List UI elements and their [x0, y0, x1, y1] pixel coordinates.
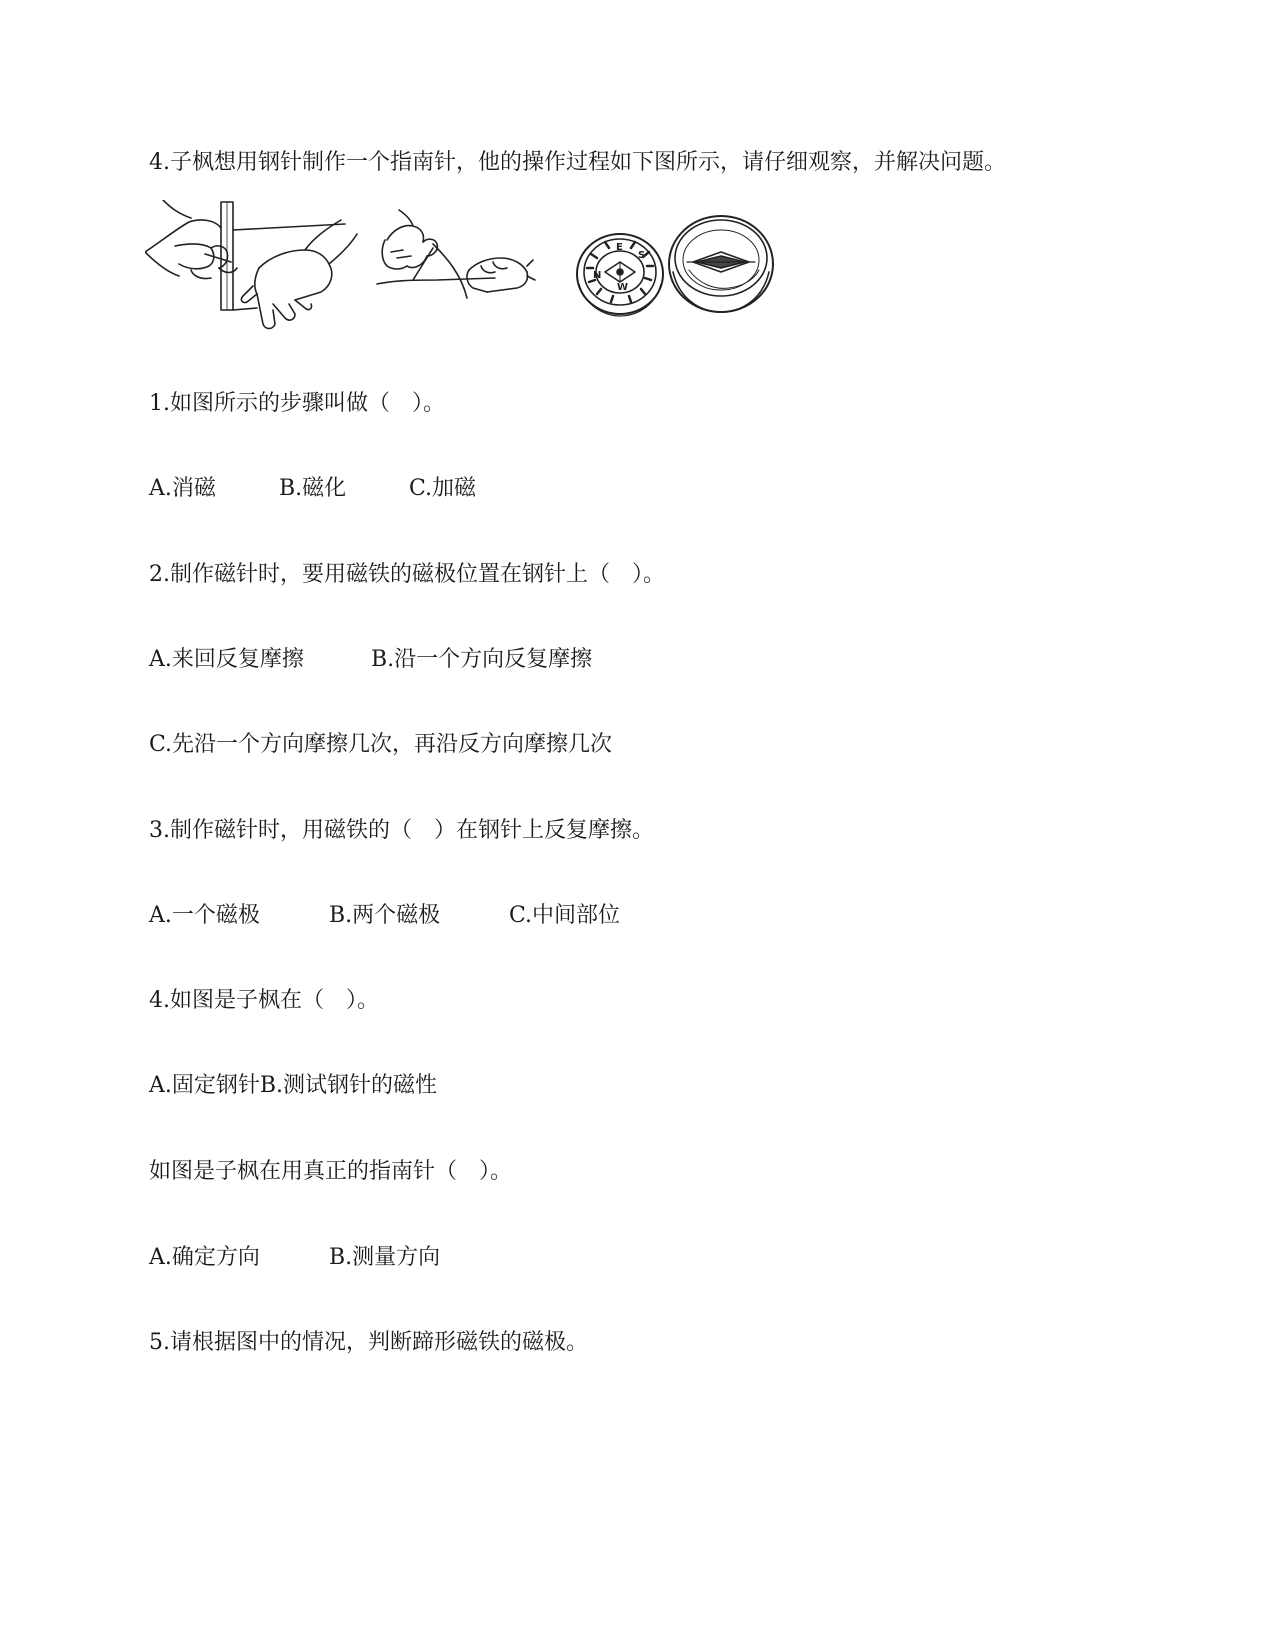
compass-letter-w: W [617, 282, 629, 293]
q2-option-a: A.来回反复摩擦 [149, 647, 304, 672]
q3-option-b: B.两个磁极 [329, 903, 441, 928]
q2-options [149, 645, 592, 675]
compass-letter-e: E [616, 242, 623, 253]
q1-option-b: B.磁化 [279, 476, 347, 501]
q4-stem: 4.如图是子枫在（ ）。 [149, 988, 379, 1013]
compass-letter-s: S [638, 250, 646, 261]
question-title: 4.子枫想用钢针制作一个指南针，他的操作过程如下图所示，请仔细观察，并解决问题。 [149, 150, 1006, 175]
rubbing-hands-drawing [145, 200, 357, 329]
q2-option-c: C.先沿一个方向摩擦几次，再沿反方向摩擦几次 [149, 732, 613, 757]
hands-holding-needle-drawing [377, 210, 535, 298]
q4b-options [149, 1243, 440, 1273]
q3-option-a: A.一个磁极 [149, 903, 260, 928]
q2-option-b: B.沿一个方向反复摩擦 [371, 647, 593, 672]
q3-option-c: C.中间部位 [509, 903, 621, 928]
experiment-figure [145, 200, 825, 340]
q1-stem: 1.如图所示的步骤叫做（ ）。 [149, 391, 445, 416]
q3-options [149, 901, 620, 931]
q4b-option-a: A.确定方向 [149, 1245, 260, 1270]
q1-option-a: A.消磁 [149, 476, 216, 501]
q1-options [149, 474, 476, 504]
compass-letter-n: N [593, 270, 602, 281]
q2-stem: 2.制作磁针时，要用磁铁的磁极位置在钢针上（ ）。 [149, 562, 665, 587]
q3-stem: 3.制作磁针时，用磁铁的（ ）在钢针上反复摩擦。 [149, 818, 654, 843]
q4-options: A.固定钢针B.测试钢针的磁性 [149, 1073, 438, 1098]
q1-option-c: C.加磁 [409, 476, 477, 501]
q4b-stem: 如图是子枫在用真正的指南针（ ）。 [149, 1159, 513, 1184]
floating-needle-dish-drawing [669, 216, 773, 312]
experiment-illustration [145, 200, 825, 340]
q5-stem: 5.请根据图中的情况，判断蹄形磁铁的磁极。 [149, 1330, 588, 1355]
q4b-option-b: B.测量方向 [329, 1245, 441, 1270]
